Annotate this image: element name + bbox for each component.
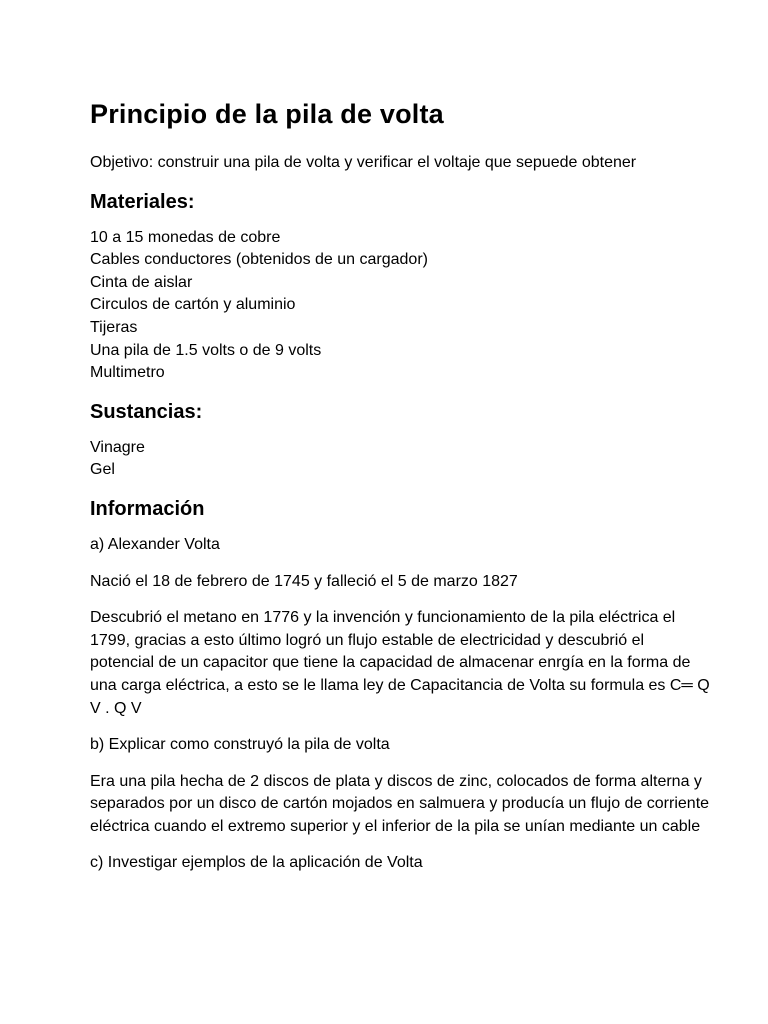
- list-item: Cables conductores (obtenidos de un cargador): [90, 251, 428, 269]
- document-page: [90, 96, 710, 889]
- list-item: Circulos de cartón y aluminio: [90, 296, 296, 314]
- materials-heading: Materiales:: [90, 190, 195, 213]
- substances-list: [90, 437, 710, 482]
- list-item: 10 a 15 monedas de cobre: [90, 228, 281, 246]
- objective-text: Objetivo: construir una pila de volta y verificar el voltaje que sepuede obtener: [90, 154, 637, 171]
- list-item: Multimetro: [90, 364, 165, 382]
- substances-heading: Sustancias:: [90, 400, 203, 423]
- list-item: Tijeras: [90, 318, 138, 336]
- list-item: Cinta de aislar: [90, 273, 193, 291]
- list-item: Gel: [90, 461, 115, 479]
- list-item: Una pila de 1.5 volts o de 9 volts: [90, 341, 322, 359]
- page-title: Principio de la pila de volta: [90, 99, 444, 129]
- info-paragraph: Descubrió el metano en 1776 y la invención y funcionamiento de la pila eléctrica el 1799, gracias a esto último logró un flujo estable de electricidad y descubrió el potencial de un capacitor que tiene la capacidad de almacenar enrgía en la forma de una carga eléctrica, a esto se le llama ley de Capacitancia de Volta su formula es C═ Q V . Q V: [90, 609, 710, 717]
- list-item: Vinagre: [90, 438, 145, 456]
- info-paragraph: a) Alexander Volta: [90, 535, 220, 553]
- materials-list: [90, 227, 710, 385]
- info-paragraph: c) Investigar ejemplos de la aplicación de Volta: [90, 854, 423, 872]
- info-paragraph: b) Explicar como construyó la pila de volta: [90, 736, 390, 754]
- info-paragraph: Era una pila hecha de 2 discos de plata y discos de zinc, colocados de forma alterna y separados por un disco de cartón mojados en salmuera y producía un flujo de corriente eléctrica cuando el extremo superior y el inferior de la pila se unían mediante un cable: [90, 772, 710, 835]
- information-heading: Información: [90, 497, 205, 520]
- info-paragraph: Nació el 18 de febrero de 1745 y falleció el 5 de marzo 1827: [90, 572, 518, 590]
